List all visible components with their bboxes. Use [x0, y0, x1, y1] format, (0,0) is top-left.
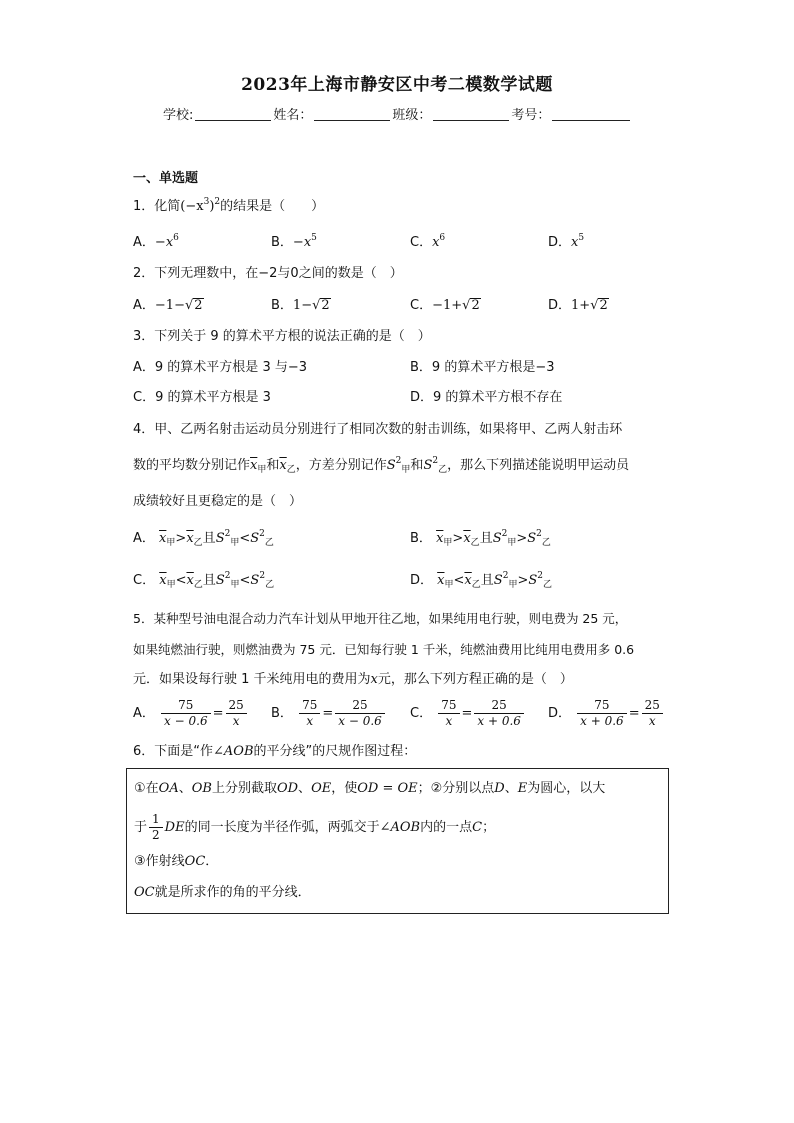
q5-option-b[interactable]: B． $\frac{75}{x}$ = $\frac{25}{x - 0.6}$ [271, 698, 387, 729]
q2-option-b[interactable]: B．1−√2 [271, 298, 330, 313]
page-title: 2023年上海市静安区中考二模数学试题 [241, 75, 553, 95]
q2-option-c[interactable]: C．−1+√2 [410, 298, 480, 313]
q2-option-a[interactable]: A．−1−√2 [133, 298, 203, 313]
class-field[interactable] [433, 107, 509, 121]
construction-conclusion: OC就是所求作的角的平分线． [134, 885, 311, 900]
q3-option-b[interactable]: B．9 的算术平方根是−3 [410, 360, 555, 375]
question-4-line-1: 4．甲、乙两名射击运动员分别进行了相同次数的射击训练，如果将甲、乙两人射击环 [133, 422, 623, 437]
exam-no-field[interactable] [552, 107, 630, 121]
construction-step-3: ③作射线OC． [134, 854, 219, 869]
question-4-line-3: 成绩较好且更稳定的是（ ） [133, 494, 303, 509]
q2-option-d[interactable]: D．1+√2 [548, 298, 608, 313]
q4-option-c[interactable]: C． $\overline{x}_甲<\overline{x}_乙$且$S^2_甲<S^2_乙$ [133, 571, 275, 590]
question-2: 2．下列无理数中，在−2与0之间的数是（ ） [133, 266, 403, 281]
q1-option-d[interactable]: D．$x^5$ [548, 233, 585, 250]
q1-option-c[interactable]: C．$x^6$ [410, 233, 446, 250]
construction-step-2: 于 $\frac{1}{2}$ DE的同一长度为半径作弧，两弧交于∠AOB内的一点C； [134, 812, 496, 842]
question-6: 6．下面是“作∠AOB的平分线”的尺规作图过程： [133, 744, 417, 759]
q4-option-a[interactable]: A． $\overline{x}_甲>\overline{x}_乙$且$S^2_甲<S^2_乙$ [133, 529, 274, 548]
section-title: 一、单选题 [133, 171, 199, 186]
exam-no-label: 考号： [511, 108, 551, 123]
q1-suffix: 的结果是（ ） [220, 199, 325, 214]
question-5-line-2: 如果纯燃油行驶，则燃油费为 75 元．已知每行驶 1 千米，纯燃油费用比纯用电费用多 0.6 [133, 642, 635, 657]
q3-option-c[interactable]: C．9 的算术平方根是 3 [133, 390, 271, 405]
question-5-line-1: 5．某种型号油电混合动力汽车计划从甲地开往乙地，如果纯用电行驶，则电费为 25 元， [133, 611, 628, 626]
question-4-line-2: 数的平均数分别记作$\overline{x}_甲$和$\overline{x}_乙$，方差分别记作$S^2_甲$和$S^2_乙$，那么下列描述能说明甲运动员 [133, 456, 630, 475]
q1-option-b[interactable]: B．$-x^5$ [271, 233, 317, 250]
q3-option-d[interactable]: D．9 的算术平方根不存在 [410, 390, 563, 405]
q3-option-a[interactable]: A．9 的算术平方根是 3 与−3 [133, 360, 308, 375]
q1-option-a[interactable]: A．$-x^6$ [133, 233, 179, 250]
question-3: 3．下列关于 9 的算术平方根的说法正确的是（ ） [133, 329, 431, 344]
school-label: 学校: [163, 108, 194, 123]
name-label: 姓名： [273, 108, 313, 123]
q4-option-b[interactable]: B． $\overline{x}_甲>\overline{x}_乙$且$S^2_甲>S^2_乙$ [410, 529, 551, 548]
class-label: 班级： [392, 108, 432, 123]
q1-expression: $(-x^3)^2$ [180, 197, 221, 214]
q4-option-d[interactable]: D． $\overline{x}_甲<\overline{x}_乙$且$S^2_甲>S^2_乙$ [410, 571, 553, 590]
q5-option-c[interactable]: C． $\frac{75}{x}$ = $\frac{25}{x + 0.6}$ [410, 698, 526, 729]
question-5-line-3: 元．如果设每行驶 1 千米纯用电的费用为x元，那么下列方程正确的是（ ） [133, 672, 573, 687]
school-field[interactable] [195, 107, 271, 121]
question-1 [133, 198, 324, 216]
student-info-line [163, 104, 632, 123]
q1-prefix: 1．化简 [133, 199, 181, 214]
construction-step-1: ①在OA、OB上分别截取OD、OE，使OD = OE；②分别以点D、E为圆心，以大 [134, 781, 606, 796]
q5-option-a[interactable]: A． $\frac{75}{x - 0.6}$ = $\frac{25}{x}$ [133, 698, 249, 729]
name-field[interactable] [314, 107, 390, 121]
q5-option-d[interactable]: D． $\frac{75}{x + 0.6}$ = $\frac{25}{x}$ [548, 698, 665, 729]
